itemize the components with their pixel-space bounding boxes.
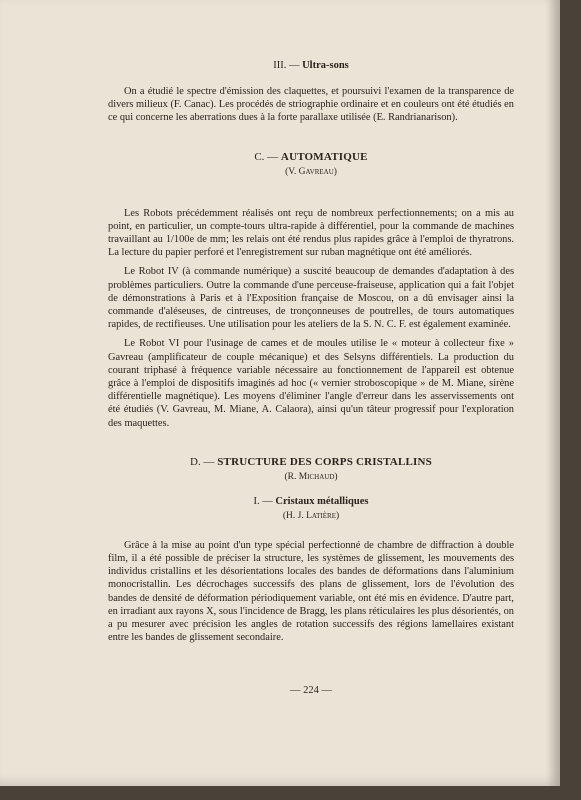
subheading-cristaux xyxy=(108,496,514,507)
paragraph-automatique-1: Les Robots précédemment réalisés ont reçu de nombreux perfectionnements; on a mis au point, en particulier, un compte-tours ultra-rapide à différentiel, pour la commande de machines travaillant au 1/100e de mm; les relais ont été rendus plus rapides grâce à l'emploi de thyratrons. La lecture du papier perforé et l'enregistrement sur ruban magnétique ont été améliorés. xyxy=(108,207,514,259)
author-structure: (R. Michaud) xyxy=(284,471,338,482)
paragraph-automatique-3: Le Robot VI pour l'usinage de cames et de moules utilise le « moteur à collecteur fixe » Gavreau (amplificateur de couple mécanique) et des Selsyns différentiels. La production du courant triphasé à fréquence variable nécessaire au fonctionnement de l'appareil est obtenue grâce à l'emploi de dispositifs imaginés ad hoc (« vernier stroboscopique » de M. Miane, sirène différentielle magnétique). Les moyens d'éliminer l'angle d'erreur dans les asservissements ont été étudiés (V. Gavreau, M. Miane, A. Calaora), ainsi qu'un tâteur progressif pour l'exploration des maquettes. xyxy=(108,338,514,429)
heading-title: AUTOMATIQUE xyxy=(280,150,368,163)
paragraph-ultrasons: On a étudié le spectre d'émission des claquettes, et poursuivi l'examen de la transparence de divers milieux (F. Canac). Les procédés de striographie ordinaire et en couleurs ont été étudiés en ce qui concerne les aberrations dues à la forte parallaxe utilisée (E. Randrianarison). xyxy=(108,86,514,124)
page-number: — 224 — xyxy=(290,685,332,696)
heading-structure xyxy=(108,456,514,468)
author-automatique: (V. Gavreau) xyxy=(285,166,337,177)
paragraph-automatique-2: Le Robot IV (à commande numérique) a suscité beaucoup de demandes d'adaptation à des problèmes particuliers. Outre la commande d'une perceuse-fraiseuse, application qui a fait l'objet de démonstrations à Paris et à l'Exposition française de Moscou, on a dû envisager ainsi la commande d'aléseuses, de cintreuses, de tronçonneuses de poutrelles, de tours automatiques rapides, de rectifieuses. Une utilisation pour les ateliers de la S. N. C. F. est également examinée. xyxy=(108,266,514,331)
subheading-number: I. — xyxy=(253,495,273,507)
heading-title: Ultra-sons xyxy=(302,60,349,71)
heading-ultrasons xyxy=(108,60,514,71)
heading-number: C. — xyxy=(254,150,279,163)
heading-number: D. — xyxy=(190,455,215,468)
heading-title: STRUCTURE DES CORPS CRISTALLINS xyxy=(217,455,432,468)
author-cristaux: (H. J. Latière) xyxy=(282,510,340,521)
paragraph-cristaux: Grâce à la mise au point d'un type spécial perfectionné de chambre de diffraction à double film, il a été possible de préciser la structure, les systèmes de glissement, les mouvements des individus cristallins et les désorientations locales des bandes de déformations dans l'aluminium monocristallin. Les décrochages successifs des plans de glissement, lors de l'évolution des bandes de densité de déformation périodiquement variable, ont été mis en évidence. D'autre part, en irradiant aux rayons X, sous l'incidence de Bragg, les plans réticulaires les plus désorientés, on a pu mesurer avec précision les angles de rotation successifs des régions lamellaires existant entre les bandes de glissement secondaire. xyxy=(108,539,514,644)
heading-number: III. — xyxy=(273,60,300,71)
page-content xyxy=(108,60,514,696)
heading-automatique xyxy=(108,151,514,163)
subheading-title: Cristaux métalliques xyxy=(275,495,369,507)
